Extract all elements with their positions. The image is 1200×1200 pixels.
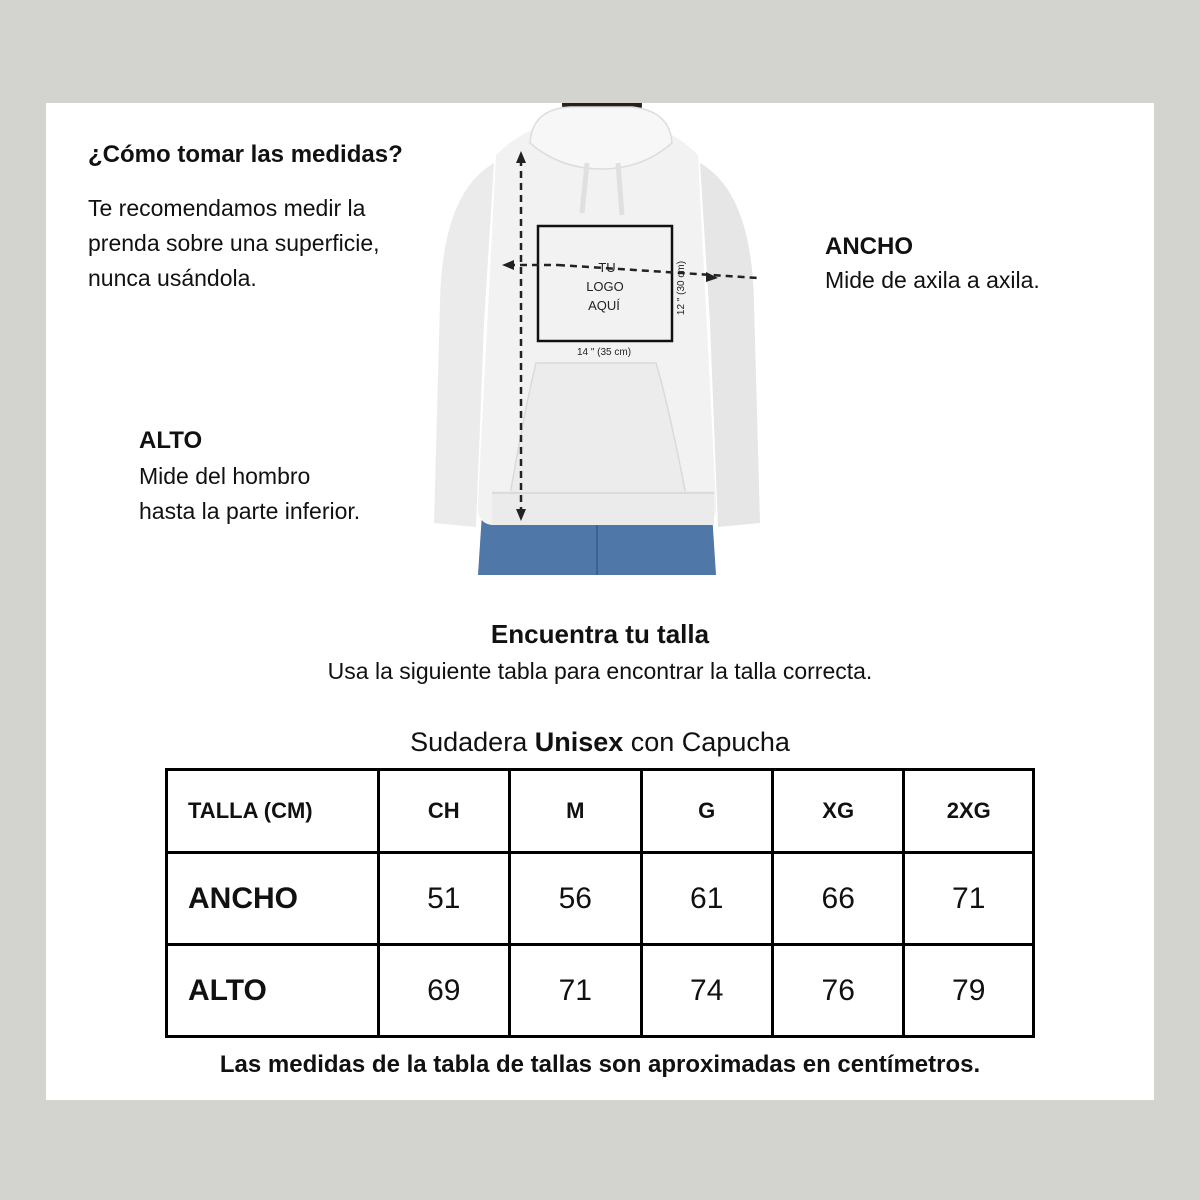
row-label: ANCHO: [167, 853, 379, 945]
table-cell: 56: [510, 853, 641, 945]
ancho-heading: ANCHO: [825, 233, 913, 260]
alto-heading: ALTO: [139, 427, 203, 454]
logo-text-line: TU: [598, 260, 616, 275]
how-to-measure-text: [88, 191, 448, 296]
table-cell: 71: [904, 853, 1034, 945]
alto-line: Mide del hombro: [139, 463, 311, 489]
table-cell: 61: [641, 853, 772, 945]
logo-width-label: 14 " (35 cm): [576, 347, 632, 358]
ancho-description: Mide de axila a axila.: [825, 267, 1040, 293]
header-cell: CH: [378, 770, 509, 853]
table-title-bold: Unisex: [534, 727, 624, 757]
pocket-shape: [510, 363, 686, 495]
table-cell: 69: [378, 945, 509, 1037]
how-to-line: prenda sobre una superficie,: [88, 230, 380, 256]
header-cell: G: [641, 770, 772, 853]
table-row: [167, 945, 1034, 1037]
size-guide-card: [46, 103, 1154, 1100]
table-title-pre: Sudadera: [410, 727, 535, 757]
header-cell: TALLA (CM): [167, 770, 379, 853]
hoodie-illustration: [432, 103, 762, 575]
footnote: Las medidas de la tabla de tallas son aproximadas en centímetros.: [219, 1051, 981, 1078]
table-title-post: con Capucha: [623, 727, 790, 757]
logo-text-line: AQUÍ: [588, 298, 620, 313]
header-cell: 2XG: [904, 770, 1034, 853]
table-cell: 79: [904, 945, 1034, 1037]
table-cell: 76: [772, 945, 903, 1037]
table-cell: 51: [378, 853, 509, 945]
header-cell: M: [510, 770, 641, 853]
table-cell: 66: [772, 853, 903, 945]
table-cell: 71: [510, 945, 641, 1037]
size-table: [165, 768, 1035, 1038]
how-to-line: Te recomendamos medir la: [88, 195, 366, 221]
find-size-title: Encuentra tu talla: [490, 619, 710, 649]
table-row: [167, 853, 1034, 945]
header-cell: XG: [772, 770, 903, 853]
how-to-line: nunca usándola.: [88, 265, 257, 291]
logo-height-label: 12 " (30 cm): [676, 260, 687, 316]
alto-line: hasta la parte inferior.: [139, 498, 361, 524]
find-size-subtitle: Usa la siguiente tabla para encontrar la talla correcta.: [327, 658, 873, 684]
how-to-measure-title: ¿Cómo tomar las medidas?: [88, 141, 403, 168]
table-title: [46, 727, 1154, 758]
logo-text-line: LOGO: [586, 279, 624, 294]
table-header-row: [167, 770, 1034, 853]
row-label: ALTO: [167, 945, 379, 1037]
alto-description: [139, 459, 439, 529]
table-cell: 74: [641, 945, 772, 1037]
